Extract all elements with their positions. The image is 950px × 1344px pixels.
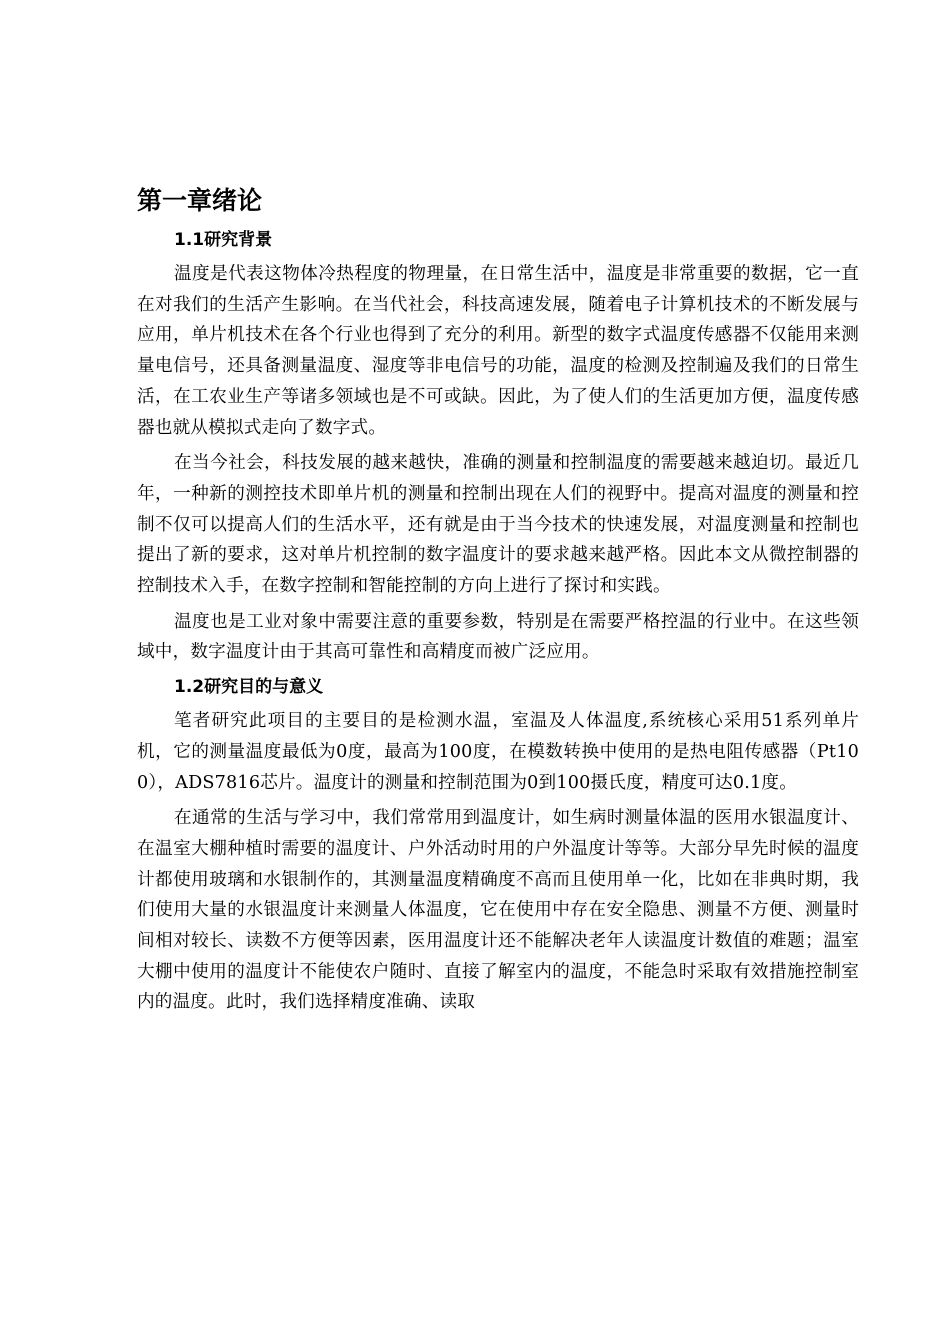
document-body <box>137 183 859 1018</box>
paragraph: 在当今社会，科技发展的越来越快，准确的测量和控制温度的需要越来越迫切。最近几年，一种新的测控技术即单片机的测量和控制出现在人们的视野中。提高对温度的测量和控制不仅可以提高人们的生活水平，还有就是由于当今技术的快速发展，对温度测量和控制也提出了新的要求，这对单片机控制的数字温度计的要求越来越严格。因此本文从微控制器的控制技术入手，在数字控制和智能控制的方向上进行了探讨和实践。 <box>137 453 859 597</box>
section-heading-research-purpose: 1.2研究目的与意义 <box>174 677 324 698</box>
paragraph: 温度也是工业对象中需要注意的重要参数，特别是在需要严格控温的行业中。在这些领域中，数字温度计由于其高可靠性和高精度而被广泛应用。 <box>137 611 859 663</box>
section-heading-research-background: 1.1研究背景 <box>174 230 273 250</box>
paragraph: 在通常的生活与学习中，我们常常用到温度计，如生病时测量体温的医用水银温度计、在温室大棚种植时需要的温度计、户外活动时用的户外温度计等等。大部分早先时候的温度计都使用玻璃和水银制作的，其测量温度精确度不高而且使用单一化，比如在非典时期，我们使用大量的水银温度计来测量人体温度，它在使用中存在安全隐患、测量不方便、测量时间相对较长、读数不方便等因素，医用温度计还不能解决老年人读温度计数值的难题；温室大棚中使用的温度计不能使农户随时、直接了解室内的温度，不能急时采取有效措施控制室内的温度。此时，我们选择精度准确、读取 <box>137 808 859 1013</box>
chapter-title: 第一章绪论 <box>137 186 263 215</box>
paragraph: 温度是代表这物体冷热程度的物理量，在日常生活中，温度是非常重要的数据，它一直在对我们的生活产生影响。在当代社会，科技高速发展，随着电子计算机技术的不断发展与应用，单片机技术在各个行业也得到了充分的利用。新型的数字式温度传感器不仅能用来测量电信号，还具备测量温度、湿度等非电信号的功能，温度的检测及控制遍及我们的日常生活，在工农业生产等诸多领域也是不可或缺。因此，为了使人们的生活更加方便，温度传感器也就从模拟式走向了数字式。 <box>137 264 859 438</box>
paragraph: 笔者研究此项目的主要目的是检测水温，室温及人体温度,系统核心采用51系列单片机，它的测量温度最低为0度，最高为100度，在模数转换中使用的是热电阻传感器（Pt100），ADS7816芯片。温度计的测量和控制范围为0到100摄氏度，精度可达0.1度。 <box>137 711 859 793</box>
